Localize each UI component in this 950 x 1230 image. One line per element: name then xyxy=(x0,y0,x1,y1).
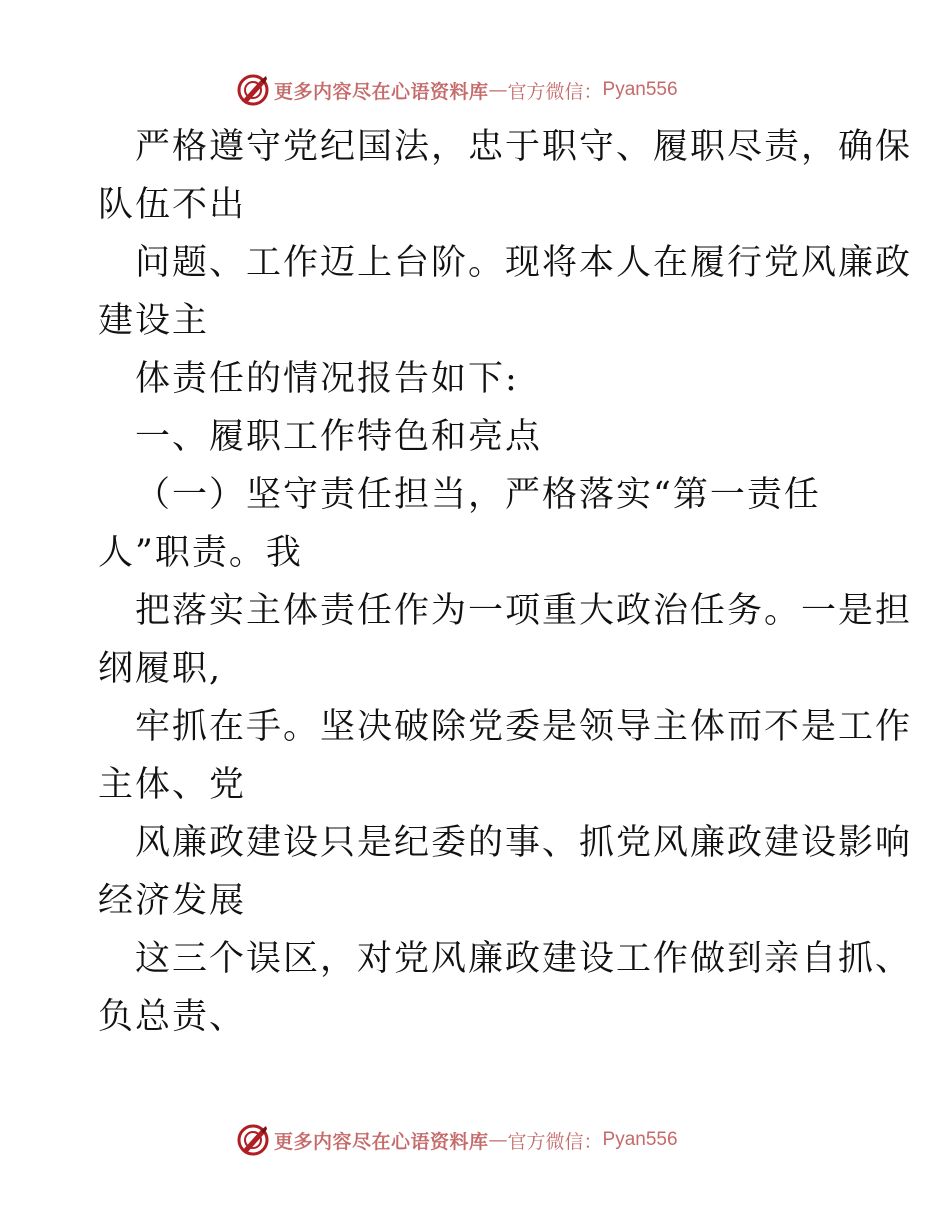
banner-dash: — xyxy=(488,1129,508,1151)
section-heading: 一、履职工作特色和亮点 xyxy=(135,417,543,457)
paragraph-line: 人”职责。我 xyxy=(98,533,303,573)
paragraph-line: 严格遵守党纪国法，忠于职守、履职尽责，确保 xyxy=(135,127,913,167)
document-body xyxy=(98,118,913,1046)
paragraph-line: 队伍不出 xyxy=(98,185,247,225)
paragraph-line: 把落实主体责任作为一项重大政治任务。一是担 xyxy=(135,591,913,631)
paragraph-line: 负总责、 xyxy=(98,997,247,1037)
banner-wechat-label: 官方微信： xyxy=(507,1130,603,1153)
paragraph-line: 纲履职, xyxy=(98,649,223,689)
paragraph-line: 体责任的情况报告如下: xyxy=(135,359,519,399)
pen-logo-icon xyxy=(236,73,270,107)
paragraph-line: 主体、党 xyxy=(98,765,247,805)
banner-wechat-id: Pyan556 xyxy=(602,1129,678,1150)
paragraph-line: 经济发展 xyxy=(98,881,247,921)
paragraph-line: 风廉政建设只是纪委的事、抓党风廉政建设影响 xyxy=(135,823,913,863)
paragraph-line: 这三个误区，对党风廉政建设工作做到亲自抓、 xyxy=(135,939,913,979)
banner-wechat-id: Pyan556 xyxy=(602,79,678,100)
banner-main-text: 更多内容尽在心语资料库 xyxy=(274,80,489,103)
subsection-heading: （一）坚守责任担当，严格落实“第一责任 xyxy=(135,475,821,515)
banner-main-text: 更多内容尽在心语资料库 xyxy=(274,1130,489,1153)
paragraph-line: 牢抓在手。坚决破除党委是领导主体而不是工作 xyxy=(135,707,913,747)
paragraph-line: 建设主 xyxy=(98,301,210,341)
paragraph-line: 问题、工作迈上台阶。现将本人在履行党风廉政 xyxy=(135,243,913,283)
pen-logo-icon xyxy=(236,1123,270,1157)
header-banner xyxy=(236,73,678,107)
banner-dash: — xyxy=(488,79,508,101)
banner-wechat-label: 官方微信： xyxy=(507,80,603,103)
footer-banner xyxy=(236,1123,678,1157)
